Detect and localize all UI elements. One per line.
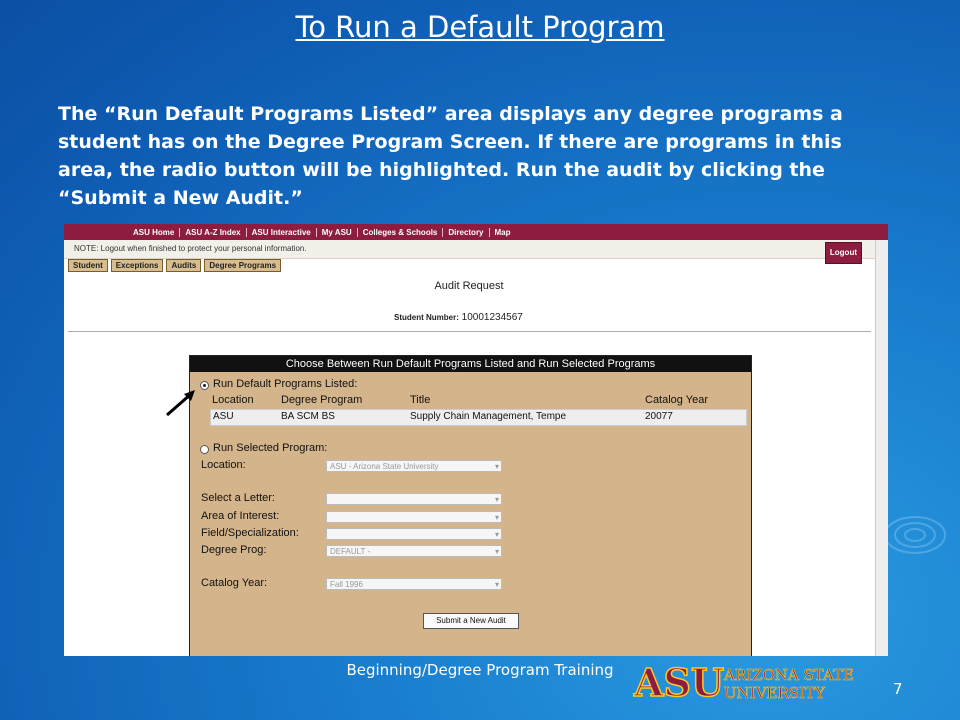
- default-program-row: [210, 409, 747, 426]
- nav-az-index[interactable]: ASU A-Z Index: [180, 228, 246, 237]
- asu-top-nav: [64, 224, 888, 240]
- run-selected-radio[interactable]: [200, 445, 209, 454]
- field-label: Field/Specialization:: [201, 527, 299, 539]
- footer-text: Beginning/Degree Program Training: [346, 661, 614, 679]
- tab-degree-programs[interactable]: Degree Programs: [204, 259, 281, 272]
- student-number-value: 10001234567: [461, 312, 523, 323]
- pointer-arrow-icon: [164, 388, 198, 418]
- slide-title: To Run a Default Program: [295, 10, 665, 44]
- page-heading: Audit Request: [434, 280, 504, 292]
- letter-select[interactable]: [326, 493, 502, 505]
- student-number-label: Student Number:: [394, 313, 459, 322]
- row-catalog-year: 20077: [645, 411, 673, 422]
- col-catalog-year: Catalog Year: [645, 394, 708, 406]
- row-location: ASU: [213, 411, 234, 422]
- divider: [68, 331, 871, 332]
- asu-audit-screenshot: [64, 224, 888, 656]
- run-default-label: Run Default Programs Listed:: [213, 378, 358, 390]
- catalog-label: Catalog Year:: [201, 577, 268, 589]
- field-select[interactable]: [326, 528, 502, 540]
- svg-text:UNIVERSITY: UNIVERSITY: [724, 684, 825, 702]
- student-number-line: [394, 312, 523, 323]
- logout-button[interactable]: Logout: [825, 242, 862, 264]
- svg-text:ARIZONA STATE: ARIZONA STATE: [724, 666, 854, 684]
- area-label: Area of Interest:: [201, 510, 280, 522]
- logout-note: NOTE: Logout when finished to protect your personal information.: [74, 244, 307, 253]
- nav-colleges-schools[interactable]: Colleges & Schools: [358, 228, 444, 237]
- nav-asu-home[interactable]: ASU Home: [128, 228, 180, 237]
- run-default-radio[interactable]: [200, 381, 209, 390]
- location-select[interactable]: ASU - Arizona State University ▾: [326, 460, 502, 472]
- degree-label: Degree Prog:: [201, 544, 267, 556]
- col-degree-program: Degree Program: [281, 394, 363, 406]
- nav-asu-interactive[interactable]: ASU Interactive: [247, 228, 317, 237]
- location-label: Location:: [201, 459, 246, 471]
- degree-select[interactable]: DEFAULT - ▾: [326, 545, 502, 557]
- vertical-scrollbar[interactable]: [875, 240, 888, 656]
- col-location: Location: [212, 394, 254, 406]
- nav-my-asu[interactable]: My ASU: [317, 228, 358, 237]
- tab-audits[interactable]: Audits: [166, 259, 201, 272]
- row-degree-program: BA SCM BS: [281, 411, 335, 422]
- row-title: Supply Chain Management, Tempe: [410, 411, 567, 422]
- logout-note-bar: [64, 240, 888, 259]
- run-selected-label: Run Selected Program:: [213, 442, 328, 454]
- catalog-select[interactable]: Fall 1996 ▾: [326, 578, 502, 590]
- submit-new-audit-button[interactable]: Submit a New Audit: [423, 613, 519, 629]
- audit-options-panel: [189, 355, 752, 656]
- asu-logo: [632, 662, 868, 702]
- nav-directory[interactable]: Directory: [443, 228, 489, 237]
- slide-body-text: The “Run Default Programs Listed” area displays any degree programs a student has on the Degree Program Screen. If there are programs in this area, the radio button will be highlighted. Run the audit by clicking the “Submit a New Audit.”: [58, 103, 843, 209]
- water-swirl-decoration: [880, 500, 950, 570]
- letter-label: Select a Letter:: [201, 492, 275, 504]
- area-select[interactable]: [326, 511, 502, 523]
- audit-tabs: [68, 259, 281, 272]
- col-title: Title: [410, 394, 431, 406]
- svg-text:ASU: ASU: [634, 662, 725, 702]
- nav-map[interactable]: Map: [494, 227, 511, 237]
- page-number: 7: [893, 680, 903, 698]
- panel-header: Choose Between Run Default Programs Listed and Run Selected Programs: [190, 356, 751, 372]
- tab-student[interactable]: Student: [68, 259, 108, 272]
- tab-exceptions[interactable]: Exceptions: [111, 259, 164, 272]
